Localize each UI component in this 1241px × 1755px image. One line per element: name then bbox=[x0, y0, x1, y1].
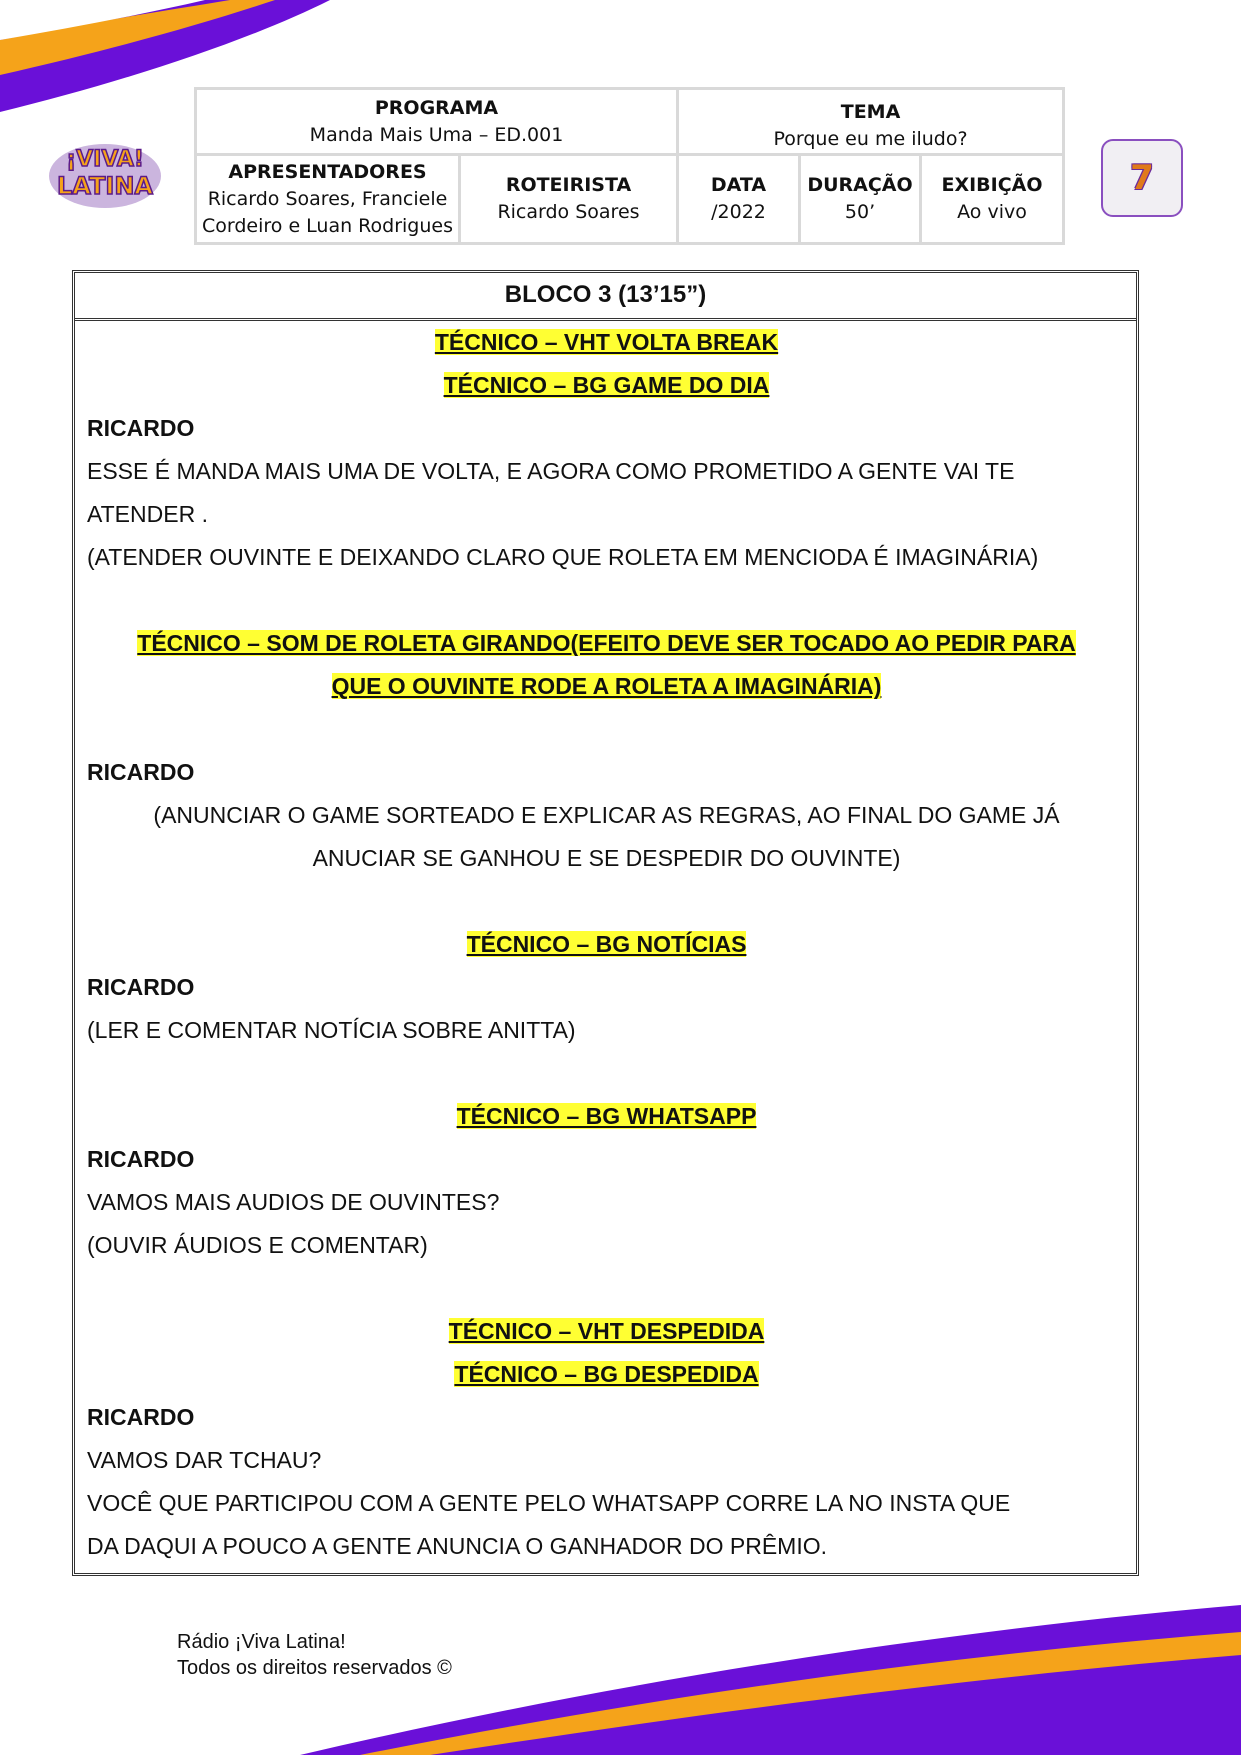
viva-latina-logo bbox=[45, 132, 165, 212]
stage-direction: (ANUNCIAR O GAME SORTEADO E EXPLICAR AS REGRAS, AO FINAL DO GAME JÁ bbox=[153, 802, 1060, 828]
roteirista-cell bbox=[460, 155, 678, 244]
script-line: DA DAQUI A POUCO A GENTE ANUNCIA O GANHADOR DO PRÊMIO. bbox=[87, 1533, 827, 1559]
speaker-name: RICARDO bbox=[87, 1146, 195, 1172]
stage-direction: (LER E COMENTAR NOTÍCIA SOBRE ANITTA) bbox=[87, 1017, 576, 1043]
technical-cue: TÉCNICO – BG DESPEDIDA bbox=[454, 1361, 759, 1387]
technical-cue: TÉCNICO – VHT VOLTA BREAK bbox=[434, 329, 779, 355]
technical-cue: TÉCNICO – SOM DE ROLETA GIRANDO(EFEITO DEVE SER TOCADO AO PEDIR PARA bbox=[137, 630, 1076, 656]
duracao-cell bbox=[800, 155, 921, 244]
apresentadores-line2: Cordeiro e Luan Rodrigues bbox=[201, 214, 454, 237]
speaker-name: RICARDO bbox=[87, 415, 195, 441]
apresentadores-line1: Ricardo Soares, Franciele bbox=[207, 187, 448, 210]
speaker-name: RICARDO bbox=[87, 1404, 195, 1430]
exibicao-label: EXIBIÇÃO bbox=[941, 174, 1043, 196]
svg-text:LATINA: LATINA bbox=[57, 172, 153, 200]
script-line: ATENDER . bbox=[87, 501, 208, 527]
script-line: ESSE É MANDA MAIS UMA DE VOLTA, E AGORA COMO PROMETIDO A GENTE VAI TE bbox=[87, 458, 1015, 484]
programa-value: Manda Mais Uma – ED.001 bbox=[309, 123, 564, 146]
speaker-name: RICARDO bbox=[87, 759, 195, 785]
spacer bbox=[87, 708, 1126, 751]
technical-cue: TÉCNICO – BG WHATSAPP bbox=[456, 1103, 757, 1129]
spacer bbox=[87, 579, 1126, 622]
spacer bbox=[87, 1267, 1126, 1310]
technical-cue: TÉCNICO – VHT DESPEDIDA bbox=[448, 1318, 765, 1344]
tema-value: Porque eu me iludo? bbox=[773, 127, 968, 150]
technical-cue: TÉCNICO – BG NOTÍCIAS bbox=[466, 931, 747, 957]
data-cell bbox=[678, 155, 800, 244]
roteirista-label: ROTEIRISTA bbox=[505, 174, 632, 196]
data-label: DATA bbox=[710, 174, 767, 196]
technical-cue: TÉCNICO – BG GAME DO DIA bbox=[443, 372, 770, 398]
program-info-table bbox=[194, 87, 1065, 245]
block-title: BLOCO 3 (13’15”) bbox=[75, 273, 1136, 321]
data-value: /2022 bbox=[711, 201, 766, 223]
footer bbox=[177, 1629, 452, 1681]
spacer bbox=[87, 1052, 1126, 1095]
technical-cue: QUE O OUVINTE RODE A ROLETA A IMAGINÁRIA) bbox=[331, 673, 882, 699]
duracao-value: 50’ bbox=[844, 201, 876, 223]
speaker-name: RICARDO bbox=[87, 974, 195, 1000]
apresentadores-cell bbox=[196, 155, 460, 244]
programa-cell bbox=[196, 89, 678, 155]
script-line: VOCÊ QUE PARTICIPOU COM A GENTE PELO WHATSAPP CORRE LA NO INSTA QUE bbox=[87, 1490, 1011, 1516]
footer-station: Rádio ¡Viva Latina! bbox=[177, 1631, 346, 1653]
exibicao-value: Ao vivo bbox=[957, 201, 1027, 223]
apresentadores-label: APRESENTADORES bbox=[228, 160, 427, 183]
stage-direction: (ATENDER OUVINTE E DEIXANDO CLARO QUE ROLETA EM MENCIODA É IMAGINÁRIA) bbox=[87, 544, 1039, 570]
script-line: VAMOS DAR TCHAU? bbox=[87, 1447, 322, 1473]
stage-direction: (OUVIR ÁUDIOS E COMENTAR) bbox=[87, 1232, 428, 1258]
stage-direction: ANUCIAR SE GANHOU E SE DESPEDIR DO OUVINTE) bbox=[312, 845, 901, 871]
duracao-label: DURAÇÃO bbox=[807, 174, 913, 196]
spacer bbox=[87, 880, 1126, 923]
exibicao-cell bbox=[921, 155, 1064, 244]
page-number-badge: 7 bbox=[1101, 139, 1183, 217]
tema-label: TEMA bbox=[840, 100, 901, 123]
footer-copyright: Todos os direitos reservados © bbox=[177, 1657, 452, 1679]
programa-label: PROGRAMA bbox=[374, 96, 499, 119]
svg-text:¡VIVA!: ¡VIVA! bbox=[66, 147, 144, 172]
roteirista-value: Ricardo Soares bbox=[497, 201, 640, 223]
tema-cell bbox=[678, 89, 1064, 155]
script-body bbox=[87, 321, 1126, 1568]
script-block bbox=[72, 270, 1139, 1576]
script-line: VAMOS MAIS AUDIOS DE OUVINTES? bbox=[87, 1189, 500, 1215]
